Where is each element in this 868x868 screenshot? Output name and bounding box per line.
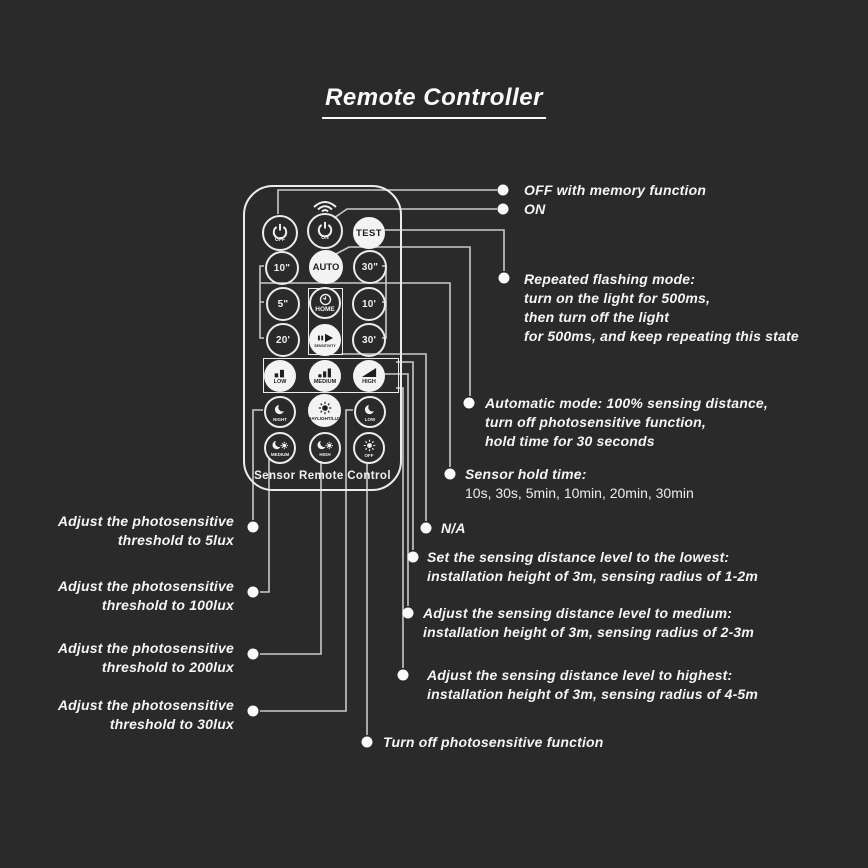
annotation-line: installation height of 3m, sensing radius of 2-3m	[423, 624, 755, 640]
bullet-na	[421, 523, 432, 534]
daylight-lux-label: DAYLIGHT/LUX	[308, 415, 341, 421]
annotation-automatic-mode	[485, 394, 768, 451]
bullet-on	[498, 204, 509, 215]
annotation-line: hold time for 30 seconds	[485, 433, 655, 449]
line-test	[384, 230, 504, 271]
bullet-highest	[398, 670, 409, 681]
annotation-line: threshold to 200lux	[101, 659, 234, 675]
annotation-distance-highest	[427, 666, 758, 704]
annotation-line: Adjust the sensing distance level to highest:	[427, 667, 733, 683]
bullet-automatic	[464, 398, 475, 409]
time-30s-label: 30"	[361, 261, 379, 273]
lux-low-label: LOW	[364, 416, 376, 422]
home-button	[309, 287, 341, 319]
annotation-line: turn off photosensitive function,	[485, 414, 706, 430]
device-label: Sensor Remote Control	[254, 470, 391, 482]
distance-medium-button	[309, 360, 341, 392]
distance-high-label: HIGH	[362, 379, 376, 385]
bullet-200lux	[248, 649, 259, 660]
moon-icon	[274, 403, 287, 416]
bullet-flashing	[499, 273, 510, 284]
bullet-medium	[403, 608, 414, 619]
lux-off-label: OFF	[364, 452, 374, 458]
annotation-line: threshold to 100lux	[101, 597, 234, 613]
time-20m-button	[266, 323, 300, 357]
time-30m-label: 30'	[361, 334, 377, 346]
annotation-line: for 500ms, and keep repeating this state	[524, 328, 799, 344]
night-button	[264, 396, 296, 428]
annotation-threshold-5lux	[58, 512, 234, 550]
auto-button	[309, 250, 343, 284]
time-30m-button	[352, 323, 386, 357]
time-20m-label: 20'	[275, 334, 291, 346]
annotation-line: installation height of 3m, sensing radius of 4-5m	[427, 686, 759, 702]
bullet-lowest	[408, 552, 419, 563]
sun-icon	[318, 401, 332, 415]
off-button-label: OFF	[275, 237, 285, 243]
time-10s-button	[265, 251, 299, 285]
annotation-line: OFF with memory function	[524, 182, 707, 198]
moon-icon	[364, 403, 377, 416]
annotation-on	[524, 200, 545, 219]
annotation-line: installation height of 3m, sensing radius of 1-2m	[427, 568, 759, 584]
distance-high-button	[353, 360, 385, 392]
on-button-label: ON	[321, 235, 329, 241]
ramp-medium-icon	[317, 367, 333, 378]
annotation-line: Automatic mode: 100% sensing distance,	[485, 395, 769, 411]
annotation-line: Adjust the photosensitive	[57, 513, 234, 529]
sensitivity-button	[309, 324, 341, 356]
bullet-off	[498, 185, 509, 196]
time-10s-label: 10"	[273, 262, 291, 274]
distance-low-label: LOW	[273, 379, 287, 385]
annotation-sensor-hold-time	[465, 465, 694, 503]
time-30s-button	[353, 250, 387, 284]
sensitivity-button-label: SENSITIVITY	[314, 343, 336, 348]
annotation-distance-lowest	[427, 548, 758, 586]
ramp-low-icon	[272, 367, 288, 378]
annotation-distance-medium	[423, 604, 754, 642]
sun-icon	[363, 439, 376, 452]
annotation-line: Adjust the sensing distance level to medium:	[423, 605, 733, 621]
lux-high-button	[309, 432, 341, 464]
page-title: Remote Controller	[322, 84, 546, 119]
auto-button-label: AUTO	[312, 261, 340, 273]
lux-low-button	[354, 396, 386, 428]
bullet-30lux	[248, 706, 259, 717]
daylight-lux-button	[308, 394, 341, 427]
wifi-icon	[311, 196, 339, 213]
annotation-threshold-100lux	[58, 577, 234, 615]
time-10m-label: 10'	[361, 298, 377, 310]
on-button	[307, 213, 343, 249]
distance-low-button	[264, 360, 296, 392]
test-button-label: TEST	[356, 227, 382, 239]
lux-medium-label: MEDIUM	[270, 452, 290, 457]
annotation-off-memory	[524, 181, 706, 200]
annotation-line: ON	[524, 201, 546, 217]
remote-device	[243, 185, 402, 491]
time-5-button	[266, 287, 300, 321]
annotation-line: Adjust the photosensitive	[57, 578, 234, 594]
distance-medium-label: MEDIUM	[313, 379, 337, 385]
annotation-na	[441, 519, 466, 538]
clock-icon	[319, 293, 332, 306]
annotation-line: threshold to 5lux	[117, 532, 234, 548]
annotation-line: then turn off the light	[524, 309, 670, 325]
moon-sun-icon	[272, 439, 289, 451]
annotation-line: Turn off photosensitive function	[383, 734, 604, 750]
bullet-100lux	[248, 587, 259, 598]
annotation-line: Adjust the photosensitive	[57, 697, 234, 713]
bullet-turnoff-photo	[362, 737, 373, 748]
annotation-line: N/A	[441, 520, 466, 536]
annotation-turnoff-photosensitive	[383, 733, 604, 752]
annotation-line: Repeated flashing mode:	[524, 271, 696, 287]
night-button-label: NIGHT	[273, 416, 287, 422]
annotation-line: turn on the light for 500ms,	[524, 290, 711, 306]
lux-off-button	[353, 432, 385, 464]
off-button	[262, 215, 298, 251]
bullet-sensor-hold	[445, 469, 456, 480]
annotation-flashing-mode	[524, 270, 799, 346]
annotation-line: Adjust the photosensitive	[57, 640, 234, 656]
test-button	[353, 217, 385, 249]
time-5-label: 5"	[277, 298, 289, 310]
annotation-line: 10s, 30s, 5min, 10min, 20min, 30min	[465, 485, 694, 501]
moon-sun-icon	[317, 439, 334, 451]
ramp-high-icon	[361, 367, 377, 378]
lux-medium-button	[264, 432, 296, 464]
annotation-line: threshold to 30lux	[109, 716, 234, 732]
lux-high-label: HIGH	[319, 452, 331, 457]
home-button-label: HOME	[315, 306, 335, 313]
time-10m-button	[352, 287, 386, 321]
fast-forward-icon	[317, 333, 334, 343]
bullet-5lux	[248, 522, 259, 533]
annotation-line: Set the sensing distance level to the lowest:	[427, 549, 730, 565]
annotation-threshold-30lux	[58, 696, 234, 734]
annotation-line: Sensor hold time:	[465, 466, 587, 482]
annotation-threshold-200lux	[58, 639, 234, 677]
